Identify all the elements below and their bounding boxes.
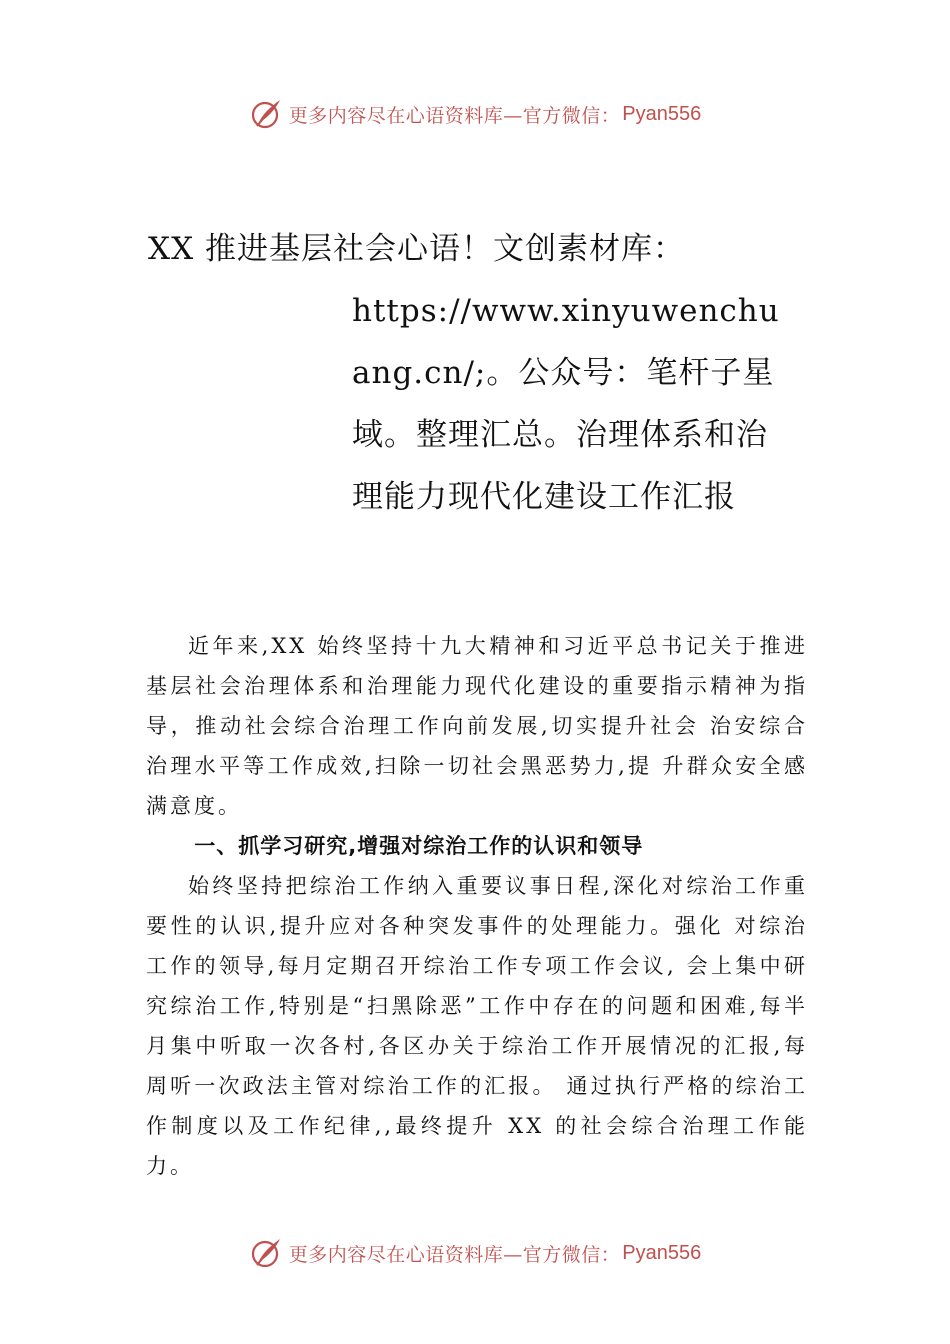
watermark-text: 更多内容尽在心语资料库—官方微信： <box>288 104 621 127</box>
title-line-1: XX 推进基层社会心语！文创素材库： <box>148 231 685 267</box>
quill-pen-icon <box>249 1235 285 1271</box>
footer-watermark <box>0 1233 950 1273</box>
watermark-handle: Pyan556 <box>622 1241 702 1264</box>
watermark-handle: Pyan556 <box>622 102 702 125</box>
title-rest: https://www.xinyuwenchuang.cn/;。公众号：笔杆子星域。整理汇总。治理体系和治理能力现代化建设工作汇报 <box>352 293 780 515</box>
intro-paragraph: 近年来,XX 始终坚持十九大精神和习近平总书记关于推进基层社会治理体系和治理能力现代化建设的重要指示精神为指导，推动社会综合治理工作向前发展,切实提升社会 治安综合治理水平等工作成效,扫除一切社会黑恶势力,提 升群众安全感满意度。 <box>146 634 808 818</box>
document-body <box>146 626 808 1186</box>
quill-pen-icon <box>249 96 285 132</box>
document-title <box>148 218 808 528</box>
section-heading: 一、抓学习研究,增强对综治工作的认识和领导 <box>194 834 644 858</box>
watermark-text: 更多内容尽在心语资料库—官方微信： <box>288 1243 621 1266</box>
section-paragraph: 始终坚持把综治工作纳入重要议事日程,深化对综治工作重要性的认识,提升应对各种突发事件的处理能力。强化 对综治工作的领导,每月定期召开综治工作专项工作会议, 会上集中研究综治工作,特别是“扫黑除恶”工作中存在的问题和困难,每半月集中听取一次各村,各区办关于综治工作开展情况的汇报,每周听一次政法主管对综治工作的汇报。 通过执行严格的综治工作制度以及工作纪律,,最终提升 XX 的社会综合治理工作能力。 <box>146 874 808 1178</box>
header-watermark <box>0 94 950 134</box>
